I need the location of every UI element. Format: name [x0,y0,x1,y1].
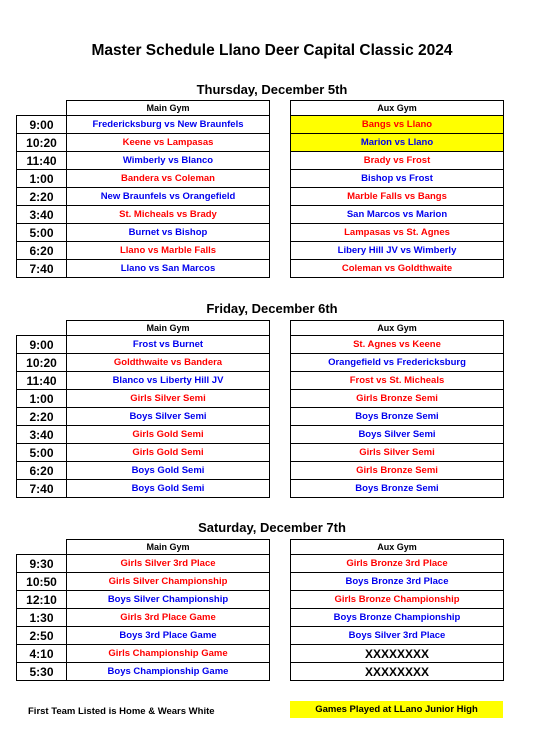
game-row [17,555,504,573]
aux-gym-game: San Marcos vs Marion [291,206,504,224]
game-row [17,116,504,134]
game-row [17,645,504,663]
column-gap [270,609,291,627]
page-title: Master Schedule Llano Deer Capital Classic 2024 [91,42,453,59]
schedule-table-friday [16,320,504,498]
aux-gym-game: Boys Bronze Semi [291,408,504,426]
day-heading-thursday: Thursday, December 5th [196,82,348,97]
main-gym-game: Goldthwaite vs Bandera [67,354,270,372]
main-gym-header: Main Gym [67,321,270,336]
main-gym-game: Blanco vs Liberty Hill JV [67,372,270,390]
game-row [17,591,504,609]
aux-gym-game: Boys Bronze Semi [291,480,504,498]
game-time: 3:40 [17,426,67,444]
column-gap [270,627,291,645]
game-row [17,462,504,480]
main-gym-game: Boys Silver Semi [67,408,270,426]
game-time: 3:40 [17,206,67,224]
header-row [17,101,504,116]
column-gap [270,462,291,480]
aux-gym-game: Girls Bronze Semi [291,390,504,408]
main-gym-game: St. Micheals vs Brady [67,206,270,224]
game-row [17,480,504,498]
column-gap [270,426,291,444]
header-row [17,540,504,555]
game-time: 1:30 [17,609,67,627]
column-gap [270,242,291,260]
game-time: 5:00 [17,444,67,462]
column-gap [270,170,291,188]
aux-gym-game: Libery Hill JV vs Wimberly [291,242,504,260]
column-gap [270,645,291,663]
aux-gym-game: Brady vs Frost [291,152,504,170]
main-gym-game: Boys Silver Championship [67,591,270,609]
aux-gym-game: Boys Bronze Championship [291,609,504,627]
main-gym-game: Girls 3rd Place Game [67,609,270,627]
aux-gym-game: Marion vs Llano [291,134,504,152]
column-gap [270,591,291,609]
aux-gym-game: Boys Silver Semi [291,426,504,444]
aux-gym-game: XXXXXXXX [291,663,504,681]
main-gym-game: Frost vs Burnet [67,336,270,354]
aux-gym-game: Bishop vs Frost [291,170,504,188]
column-gap [270,540,291,555]
column-gap [270,116,291,134]
game-time: 5:00 [17,224,67,242]
column-gap [270,206,291,224]
header-row [17,321,504,336]
game-row [17,206,504,224]
game-time: 4:10 [17,645,67,663]
aux-gym-game: Bangs vs Llano [291,116,504,134]
aux-gym-game: Marble Falls vs Bangs [291,188,504,206]
main-gym-game: Keene vs Lampasas [67,134,270,152]
game-row [17,260,504,278]
column-gap [270,555,291,573]
day-heading-saturday: Saturday, December 7th [198,520,346,535]
game-row [17,609,504,627]
game-row [17,663,504,681]
game-row [17,152,504,170]
game-row [17,444,504,462]
column-gap [270,354,291,372]
game-time: 6:20 [17,242,67,260]
aux-gym-game: Girls Bronze Championship [291,591,504,609]
game-row [17,336,504,354]
game-time: 10:20 [17,134,67,152]
game-time: 10:50 [17,573,67,591]
aux-gym-game: Girls Silver Semi [291,444,504,462]
game-row [17,426,504,444]
day-heading-friday: Friday, December 6th [206,301,338,316]
aux-gym-game: St. Agnes vs Keene [291,336,504,354]
game-time: 9:00 [17,336,67,354]
schedule-table-saturday [16,539,504,681]
main-gym-game: Girls Gold Semi [67,426,270,444]
column-gap [270,663,291,681]
column-gap [270,573,291,591]
main-gym-game: Boys 3rd Place Game [67,627,270,645]
game-time: 7:40 [17,260,67,278]
aux-gym-header: Aux Gym [291,540,504,555]
game-time: 5:30 [17,663,67,681]
column-gap [270,480,291,498]
schedule-table-thursday [16,100,504,278]
main-gym-game: Wimberly vs Blanco [67,152,270,170]
game-time: 6:20 [17,462,67,480]
main-gym-header: Main Gym [67,101,270,116]
header-blank [17,540,67,555]
game-row [17,390,504,408]
game-row [17,408,504,426]
aux-gym-game: Lampasas vs St. Agnes [291,224,504,242]
game-row [17,573,504,591]
aux-gym-game: Girls Bronze Semi [291,462,504,480]
game-time: 10:20 [17,354,67,372]
game-time: 1:00 [17,170,67,188]
column-gap [270,408,291,426]
column-gap [270,260,291,278]
main-gym-game: Girls Championship Game [67,645,270,663]
main-gym-game: Llano vs San Marcos [67,260,270,278]
aux-gym-game: Boys Bronze 3rd Place [291,573,504,591]
column-gap [270,101,291,116]
column-gap [270,224,291,242]
main-gym-header: Main Gym [67,540,270,555]
aux-gym-game: Boys Silver 3rd Place [291,627,504,645]
column-gap [270,321,291,336]
main-gym-game: Girls Gold Semi [67,444,270,462]
game-time: 1:00 [17,390,67,408]
aux-gym-game: Girls Bronze 3rd Place [291,555,504,573]
game-time: 12:10 [17,591,67,609]
header-blank [17,101,67,116]
game-time: 2:20 [17,408,67,426]
column-gap [270,372,291,390]
game-time: 11:40 [17,152,67,170]
game-time: 2:50 [17,627,67,645]
column-gap [270,444,291,462]
main-gym-game: Boys Gold Semi [67,480,270,498]
aux-gym-game: Coleman vs Goldthwaite [291,260,504,278]
main-gym-game: Boys Championship Game [67,663,270,681]
game-time: 9:30 [17,555,67,573]
game-row [17,242,504,260]
aux-gym-header: Aux Gym [291,321,504,336]
main-gym-game: Boys Gold Semi [67,462,270,480]
aux-gym-game: Orangefield vs Fredericksburg [291,354,504,372]
column-gap [270,152,291,170]
game-row [17,354,504,372]
column-gap [270,336,291,354]
main-gym-game: Girls Silver 3rd Place [67,555,270,573]
column-gap [270,390,291,408]
main-gym-game: Llano vs Marble Falls [67,242,270,260]
game-time: 7:40 [17,480,67,498]
game-row [17,372,504,390]
game-row [17,170,504,188]
aux-gym-header: Aux Gym [291,101,504,116]
location-note: Games Played at LLano Junior High [290,701,503,718]
main-gym-game: Fredericksburg vs New Braunfels [67,116,270,134]
game-row [17,224,504,242]
game-row [17,134,504,152]
main-gym-game: Girls Silver Semi [67,390,270,408]
game-time: 9:00 [17,116,67,134]
column-gap [270,134,291,152]
main-gym-game: Girls Silver Championship [67,573,270,591]
game-row [17,188,504,206]
main-gym-game: New Braunfels vs Orangefield [67,188,270,206]
game-row [17,627,504,645]
main-gym-game: Burnet vs Bishop [67,224,270,242]
column-gap [270,188,291,206]
main-gym-game: Bandera vs Coleman [67,170,270,188]
header-blank [17,321,67,336]
aux-gym-game: Frost vs St. Micheals [291,372,504,390]
game-time: 11:40 [17,372,67,390]
aux-gym-game: XXXXXXXX [291,645,504,663]
home-team-note: First Team Listed is Home & Wears White [28,706,215,717]
game-time: 2:20 [17,188,67,206]
